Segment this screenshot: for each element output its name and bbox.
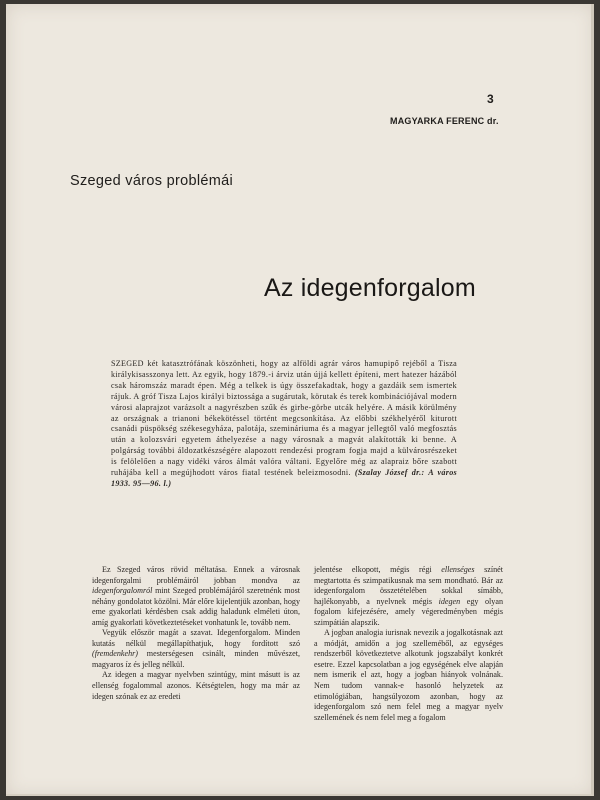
paragraph: Vegyük először magát a szavat. Idegenforgalom. Minden kutatás nélkül megállapíthatjuk, hogy fordított szó (fremdenkehr) mesterségesen csinált, minden művészet, magyaros íz és jelleg nélkül. (92, 628, 300, 669)
paragraph: Ez Szeged város rövid méltatása. Ennek a városnak idegenforgalmi problémáiról jobban mondva az idegenforgalomról mint Szeged problémájáról szeretnénk most néhány gondolatot közölni. Már előre kijelentjük azonban, hogy eme gyakorlati kérdésben csak addig haladunk elméleti úton, amíg gyakorlati következtetéseket vonhatunk le, tovább nem. (92, 565, 300, 627)
series-title: Szeged város problémái (70, 173, 233, 189)
page-number: 3 (487, 92, 494, 106)
intro-text: SZEGED két katasztrófának köszönheti, hogy az alföldi agrár város hamupipő rejéből a Tisza királykisasszonya lett. Az egyik, hogy 1879.-i árviz után újjá kellett építeni, mert hatezer házából csak háromszáz maradt épen. Még a telkek is úgy összefakadtak, hogy a gazdáik sem ismertek rájuk. A gróf Tisza Lajos királyi biztossága a sugárutak, körutak és terek kombinációjával modern városi alaprajzot varázsolt a nagyrészben szűk és girbe-görbe utcák helyére. A másik körülmény az országnak a trianoni békekötéssel történt megcsonkítása. Az előbbi székhelyéről kiturott csanádi püspökség székesegyháza, palotája, szemináriuma és a magyar jellegtől való megfosztás után a kolozsvári egyetem áthelyezése a nagy városnak a magvát alakították ki benne. A polgárság további áldozatkészségére alapozott rendezési program fogja majd a külvárosrészeket is felölelően a nagy vidéki város álmát valóra váltani. Egyelőre még az alapraiz bőre szabott ruhájába kell a megújhodott város fiatal testének beleizmosodni. (111, 359, 457, 478)
author-name: MAGYARKA FERENC dr. (390, 116, 499, 126)
intro-attribution: (Szalay József dr.: A város 1933. 95—96. l.) (111, 468, 457, 488)
paragraph: A jogban analogia iurisnak nevezik a jogalkotásnak azt a módját, amidőn a jog szelleméből, az egységes rendszerből következtetve alkotunk jogszabályt konkrét esetre. Ezzel kapcsolatban a jog egységének elve alapján nem ismerik el azt, hogy a jogban hiányok volnának. Nem tudom vannak-e hasonló helyzetek az etimológiában, hangsúlyozom azonban, hogy az idegenforgalom szó nem felel meg a magyar nyelv szellemének és nem felel meg a fogalom (314, 628, 503, 722)
paragraph: jelentése elkopott, mégis régi ellenséges színét megtartotta és szimpatikusnak ma sem mondható. Bár az idegenforgalom összetételében sokkal símább, hajlékonyabb, a nyelvnek mégis idegen egy olyan fogalom kifejezésére, amely végeredményben mégis szimpátián alapszik. (314, 565, 504, 627)
paragraph: Az idegen a magyar nyelvben szintúgy, mint másutt is az ellenség fogalommal azonos. Kétségtelen, hogy ma már az idegen szónak ez az eredeti (92, 670, 300, 701)
intro-quote (111, 359, 457, 490)
body-column-right (314, 565, 503, 723)
body-column-left (92, 565, 300, 702)
article-title: Az idegenforgalom (264, 274, 476, 302)
